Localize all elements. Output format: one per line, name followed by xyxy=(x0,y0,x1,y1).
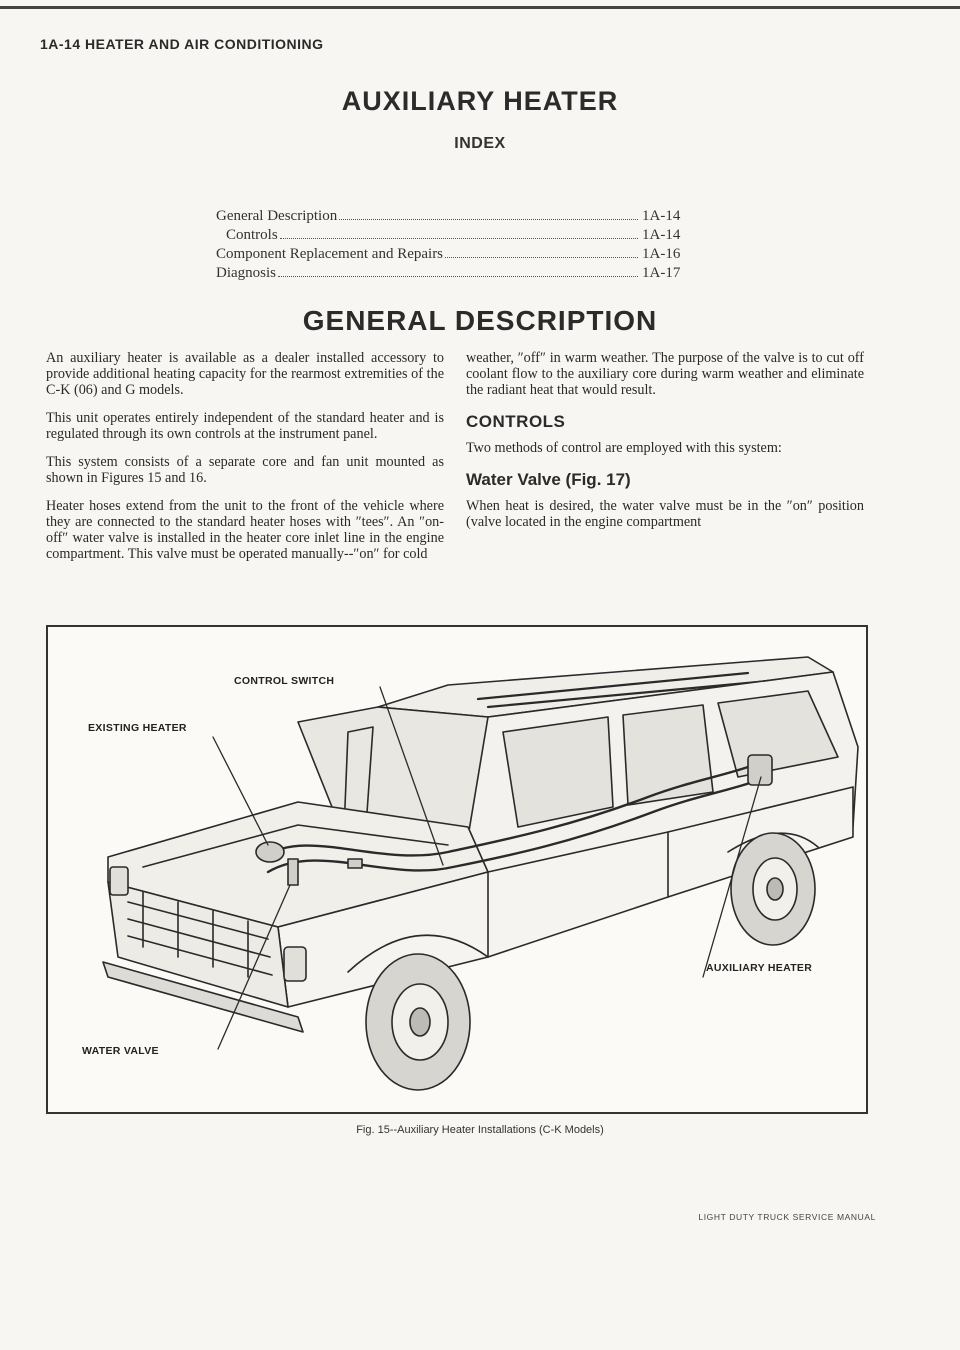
controls-heading: CONTROLS xyxy=(466,412,566,431)
index-list xyxy=(216,208,686,284)
index-item-label: Diagnosis xyxy=(216,265,276,281)
callout-existing-heater: EXISTING HEATER xyxy=(88,722,187,734)
figure-15 xyxy=(46,625,868,1114)
body-paragraph: This unit operates entirely independent of the standard heater and is regulated through its own controls at the instrument panel. xyxy=(46,410,444,442)
body-paragraph: This system consists of a separate core and fan unit mounted as shown in Figures 15 and 16. xyxy=(46,454,444,486)
page-title: AUXILIARY HEATER xyxy=(341,86,619,116)
body-paragraph: When heat is desired, the water valve must be in the ″on″ position (valve located in the engine compartment xyxy=(466,498,864,530)
dot-leader xyxy=(280,238,638,239)
index-item-page: 1A-14 xyxy=(642,227,681,243)
index-item-label: Controls xyxy=(226,227,278,243)
index-item-page: 1A-14 xyxy=(642,208,681,224)
callout-water-valve: WATER VALVE xyxy=(82,1045,159,1057)
index-item-page: 1A-16 xyxy=(642,246,681,262)
page-header: 1A-14 HEATER AND AIR CONDITIONING xyxy=(40,36,324,52)
top-rule xyxy=(0,6,960,9)
water-valve-heading: Water Valve (Fig. 17) xyxy=(466,470,631,489)
index-heading: INDEX xyxy=(454,135,506,152)
index-item-component-replacement[interactable] xyxy=(216,246,686,265)
index-item-controls[interactable] xyxy=(216,227,686,246)
footer: LIGHT DUTY TRUCK SERVICE MANUAL xyxy=(698,1212,876,1222)
truck-illustration xyxy=(48,627,866,1112)
text-column-right xyxy=(466,350,864,542)
index-item-label: General Description xyxy=(216,208,338,224)
dot-leader xyxy=(339,219,638,220)
section-title-general-description: GENERAL DESCRIPTION xyxy=(302,305,658,336)
figure-caption: Fig. 15--Auxiliary Heater Installations (C-K Models) xyxy=(356,1124,604,1136)
callout-auxiliary-heater: AUXILIARY HEATER xyxy=(706,962,813,974)
body-paragraph: Two methods of control are employed with this system: xyxy=(466,440,782,456)
index-item-page: 1A-17 xyxy=(642,265,681,281)
body-paragraph: An auxiliary heater is available as a dealer installed accessory to provide additional heating capacity for the rearmost extremities of the C-K (06) and G models. xyxy=(46,350,444,398)
index-item-label: Component Replacement and Repairs xyxy=(216,246,444,262)
body-paragraph: weather, ″off″ in warm weather. The purpose of the valve is to cut off coolant flow to the auxiliary core during warm weather and eliminate the radiant heat that would result. xyxy=(466,350,864,398)
body-paragraph: Heater hoses extend from the unit to the front of the vehicle where they are connected to the standard heater hoses with ″tees″. An ″on-off″ water valve is installed in the heater core inlet line in the engine compartment. This valve must be operated manually--″on″ for cold xyxy=(46,498,444,562)
text-column-left xyxy=(46,350,444,574)
dot-leader xyxy=(278,276,638,277)
dot-leader xyxy=(445,257,638,258)
index-item-general-description[interactable] xyxy=(216,208,686,227)
index-item-diagnosis[interactable] xyxy=(216,265,686,284)
callout-control-switch: CONTROL SWITCH xyxy=(234,675,335,687)
